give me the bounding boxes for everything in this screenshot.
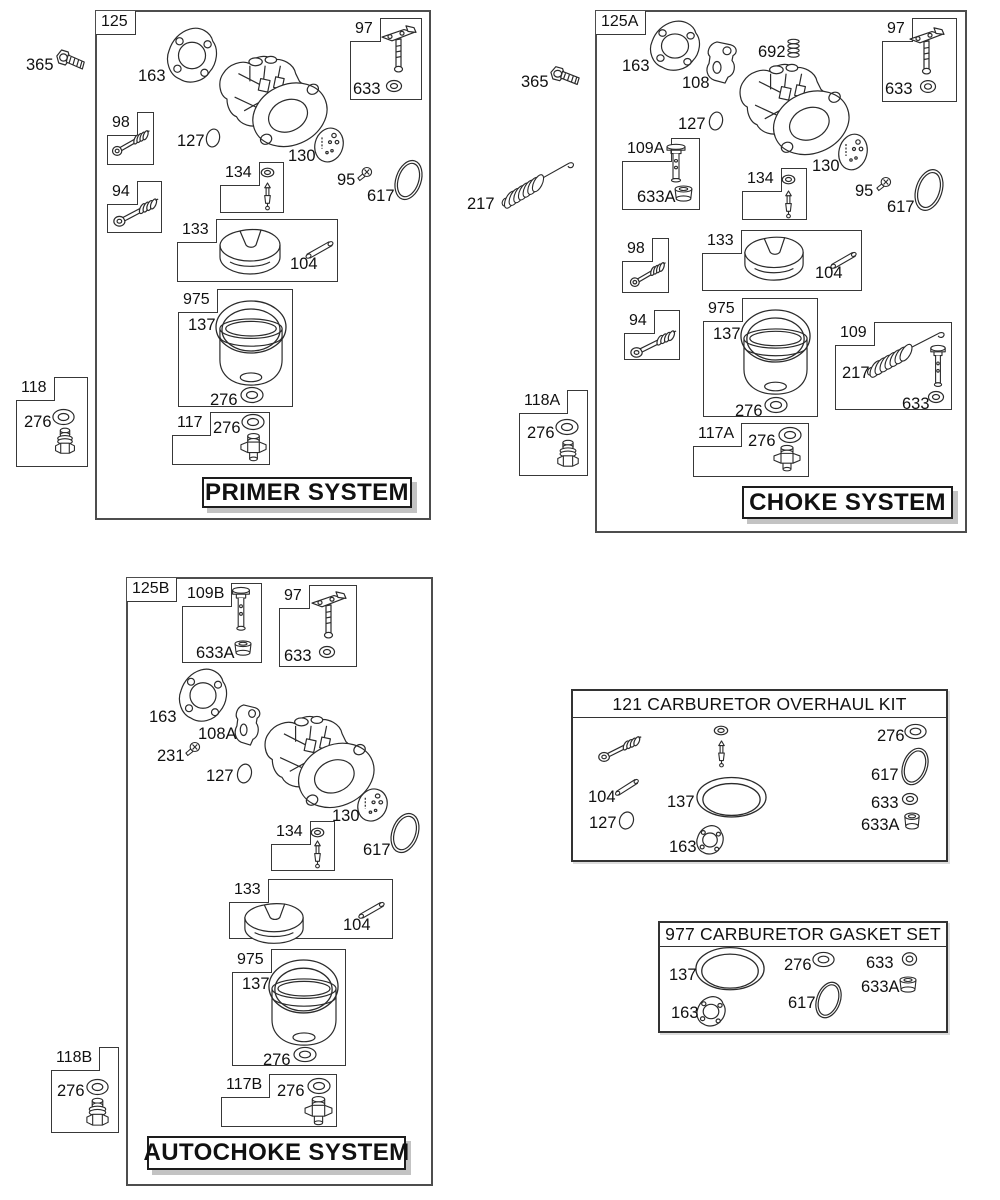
part-label-163: 163 xyxy=(138,67,166,85)
float-icon xyxy=(741,229,807,283)
part-label-231: 231 xyxy=(157,747,185,765)
o-ring-icon xyxy=(389,811,421,855)
part-label-617: 617 xyxy=(367,187,395,205)
nut-stack-icon xyxy=(84,1097,111,1127)
part-label-104: 104 xyxy=(588,788,616,806)
throttle-shaft-icon xyxy=(378,24,420,78)
gasket-icon xyxy=(696,996,726,1027)
part-label-276: 276 xyxy=(877,727,905,745)
washer-icon xyxy=(51,408,76,426)
oval-seal-icon xyxy=(618,811,635,830)
group-box-tag: 117A xyxy=(693,423,742,447)
part-label-617: 617 xyxy=(788,994,816,1012)
washer-sm-icon xyxy=(713,725,729,736)
washer-icon xyxy=(292,1046,318,1063)
group-box-tag: 118A xyxy=(519,390,568,414)
part-label-617: 617 xyxy=(363,841,391,859)
bowl-ring-icon xyxy=(213,299,289,357)
part-label-617: 617 xyxy=(871,766,899,784)
group-box-tag: 118 xyxy=(16,377,55,401)
part-label-163: 163 xyxy=(622,57,650,75)
oval-seal-icon xyxy=(708,111,724,131)
bowl-bolt-icon xyxy=(772,444,802,473)
part-label-692: 692 xyxy=(758,43,786,61)
screw-spring-icon xyxy=(112,196,160,229)
washer-icon xyxy=(763,396,789,414)
group-box-tag: 97 xyxy=(882,18,913,42)
screw-spring-icon xyxy=(629,260,667,289)
group-box-tag: 134 xyxy=(220,162,260,186)
part-label-633: 633 xyxy=(866,954,894,972)
system-title-2: AUTOCHOKE SYSTEM xyxy=(147,1136,406,1170)
part-label-104: 104 xyxy=(290,255,318,273)
part-label-276: 276 xyxy=(527,424,555,442)
kit-panel-title: 977 CARBURETOR GASKET SET xyxy=(660,923,946,947)
nut-stack-icon xyxy=(53,427,77,455)
cup-icon xyxy=(233,640,253,657)
part-label-137: 137 xyxy=(669,966,697,984)
washer-sm-icon xyxy=(318,645,336,659)
bowl-ring-icon xyxy=(266,958,341,1017)
part-label-633: 633 xyxy=(284,647,312,665)
bolt-icon xyxy=(548,63,583,91)
group-box-tag: 97 xyxy=(350,18,381,42)
gasket-icon xyxy=(178,668,228,723)
o-ring-icon xyxy=(900,746,930,787)
group-box-autochoke-134 xyxy=(271,821,335,871)
part-label-95: 95 xyxy=(855,182,874,200)
spring-small-icon xyxy=(786,38,801,60)
group-box-tag: 133 xyxy=(177,219,217,243)
screw-spring-icon xyxy=(111,128,151,158)
part-label-137: 137 xyxy=(713,325,741,343)
part-label-276: 276 xyxy=(24,413,52,431)
part-label-137: 137 xyxy=(188,316,216,334)
pin-icon xyxy=(613,776,640,796)
part-label-163: 163 xyxy=(149,708,177,726)
part-label-217: 217 xyxy=(467,195,495,213)
kit-panel-title: 121 CARBURETOR OVERHAUL KIT xyxy=(573,691,946,718)
gasket-icon xyxy=(649,20,701,72)
part-label-163: 163 xyxy=(669,838,697,856)
part-label-130: 130 xyxy=(332,807,360,825)
part-label-163: 163 xyxy=(671,1004,699,1022)
part-label-276: 276 xyxy=(277,1082,305,1100)
washer-icon xyxy=(85,1078,110,1096)
part-label-633: 633 xyxy=(871,794,899,812)
part-label-137: 137 xyxy=(667,793,695,811)
gasket-icon xyxy=(696,825,724,855)
part-label-276: 276 xyxy=(784,956,812,974)
disc-plate-icon xyxy=(313,126,345,164)
group-box-tag: 109B xyxy=(182,583,232,607)
washer-sm-icon xyxy=(901,951,918,967)
washer-sm-icon xyxy=(927,390,945,404)
part-label-633: 633 xyxy=(353,80,381,98)
part-label-276: 276 xyxy=(57,1082,85,1100)
part-label-130: 130 xyxy=(288,147,316,165)
group-box-tag: 975 xyxy=(232,949,272,973)
part-label-130: 130 xyxy=(812,157,840,175)
group-box-tag: 134 xyxy=(271,821,311,845)
group-box-tag: 975 xyxy=(703,298,743,322)
group-box-tag: 975 xyxy=(178,289,218,313)
part-label-633a: 633A xyxy=(861,978,900,996)
group-box-tag: 134 xyxy=(742,168,782,192)
part-label-217: 217 xyxy=(842,364,870,382)
part-label-276: 276 xyxy=(748,432,776,450)
bowl-ring-icon xyxy=(738,308,813,366)
o-ring-icon xyxy=(393,158,424,202)
part-label-633a: 633A xyxy=(861,816,900,834)
part-label-127: 127 xyxy=(177,132,205,150)
screw-spring-icon xyxy=(629,328,678,360)
group-box-tag: 117 xyxy=(172,412,211,436)
plunger-icon xyxy=(926,344,950,392)
part-label-617: 617 xyxy=(887,198,915,216)
float-icon xyxy=(216,221,284,277)
part-label-104: 104 xyxy=(343,916,371,934)
part-label-104: 104 xyxy=(815,264,843,282)
group-box-tag: 125 xyxy=(96,11,136,35)
spring-long-icon xyxy=(497,156,579,211)
group-box-tag: 98 xyxy=(622,238,653,262)
disc-plate-icon xyxy=(356,787,389,823)
bolt-icon xyxy=(54,46,88,76)
part-label-365: 365 xyxy=(26,56,54,74)
part-label-633: 633 xyxy=(885,80,913,98)
group-box-tag: 117B xyxy=(221,1074,270,1098)
group-box-tag: 109 xyxy=(835,322,875,346)
group-box-tag: 125A xyxy=(596,11,646,35)
washer-sm-icon xyxy=(919,79,937,94)
washer-sm-icon xyxy=(260,167,275,178)
float-icon xyxy=(241,896,307,946)
washer-sm-icon xyxy=(781,174,796,185)
bowl-bolt-icon xyxy=(239,432,268,463)
group-box-tag: 125B xyxy=(127,578,177,602)
cup-icon xyxy=(903,812,921,831)
cup-icon xyxy=(673,185,694,203)
screw-spring-icon xyxy=(597,734,643,764)
part-label-127: 127 xyxy=(206,767,234,785)
needle-valve-icon xyxy=(311,840,324,869)
oval-seal-icon xyxy=(205,128,221,148)
washer-sm-icon xyxy=(385,79,403,93)
cup-icon xyxy=(898,976,918,994)
part-label-633a: 633A xyxy=(196,644,235,662)
system-title-0: PRIMER SYSTEM xyxy=(202,477,412,508)
group-box-tag: 133 xyxy=(229,879,269,903)
group-box-tag: 94 xyxy=(624,310,655,334)
bowl-ring-icon xyxy=(694,776,769,820)
needle-valve-icon xyxy=(261,182,274,211)
screw-small-icon xyxy=(875,176,892,192)
disc-plate-icon xyxy=(837,132,869,172)
part-label-276: 276 xyxy=(210,391,238,409)
washer-sm-icon xyxy=(310,827,325,838)
needle-valve-icon xyxy=(782,190,795,219)
part-label-365: 365 xyxy=(521,73,549,91)
throttle-shaft-icon xyxy=(308,590,350,644)
carb-body-icon xyxy=(206,52,330,152)
group-box-tag: 109A xyxy=(622,138,672,162)
screw-small-icon xyxy=(184,741,201,757)
carb-body-icon xyxy=(726,60,852,160)
washer-icon xyxy=(239,386,265,404)
washer-icon xyxy=(811,951,836,968)
o-ring-icon xyxy=(814,980,843,1020)
plunger-icon xyxy=(661,143,691,187)
washer-icon xyxy=(777,426,803,444)
group-box-tag: 118B xyxy=(51,1047,100,1071)
part-label-276: 276 xyxy=(735,402,763,420)
part-label-633: 633 xyxy=(902,395,930,413)
washer-icon xyxy=(903,723,928,740)
plunger-icon xyxy=(227,586,255,636)
bowl-bolt-icon xyxy=(303,1095,334,1127)
part-label-633a: 633A xyxy=(637,188,676,206)
o-ring-icon xyxy=(913,167,945,213)
screw-small-icon xyxy=(356,166,373,182)
system-title-1: CHOKE SYSTEM xyxy=(742,486,953,519)
needle-valve-icon xyxy=(715,740,728,768)
gasket-icon xyxy=(166,27,218,84)
part-label-137: 137 xyxy=(242,975,270,993)
washer-icon xyxy=(240,413,266,431)
washer-icon xyxy=(306,1077,332,1095)
part-label-95: 95 xyxy=(337,171,356,189)
part-label-127: 127 xyxy=(678,115,706,133)
part-label-276: 276 xyxy=(263,1051,291,1069)
group-box-choke-134 xyxy=(742,168,807,220)
group-box-tag: 98 xyxy=(107,112,138,136)
throttle-shaft-icon xyxy=(906,26,948,80)
oval-seal-icon xyxy=(236,763,253,784)
group-box-tag: 94 xyxy=(107,181,138,205)
group-box-tag: 133 xyxy=(702,230,742,254)
nut-stack-icon xyxy=(555,439,581,468)
part-label-108: 108 xyxy=(682,74,710,92)
group-box-tag: 97 xyxy=(279,585,310,609)
washer-sm-icon xyxy=(901,792,919,806)
washer-icon xyxy=(554,418,580,436)
bowl-ring-icon xyxy=(693,946,767,993)
part-label-127: 127 xyxy=(589,814,617,832)
part-label-108a: 108A xyxy=(198,725,237,743)
part-label-276: 276 xyxy=(213,419,241,437)
